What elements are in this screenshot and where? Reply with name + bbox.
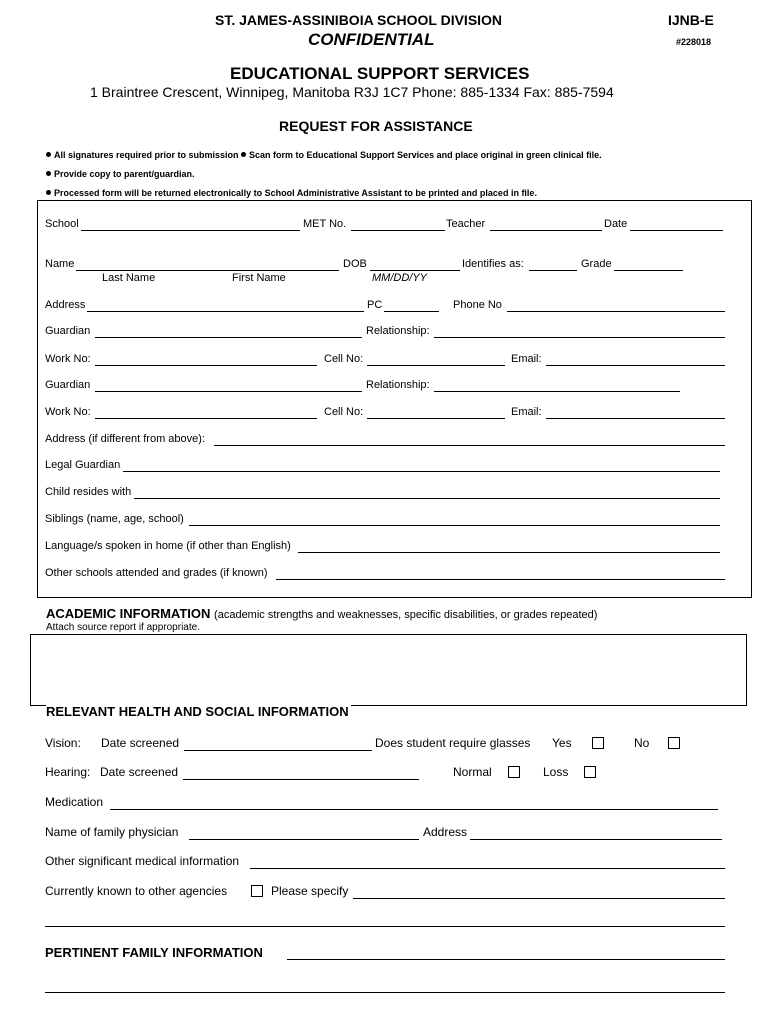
instruction-return: Processed form will be returned electronically to School Administrative Assistant to be printed and placed in file.: [54, 188, 537, 198]
health-heading: RELEVANT HEALTH AND SOCIAL INFORMATION: [46, 704, 349, 719]
dob-field[interactable]: [370, 270, 460, 271]
grade-field[interactable]: [614, 270, 683, 271]
physician-address-field[interactable]: [470, 839, 722, 840]
other-medical-label: Other significant medical information: [45, 854, 240, 868]
instruction-scan: Scan form to Educational Support Services and place original in green clinical file.: [249, 150, 602, 160]
first-name-hint: First Name: [232, 272, 286, 284]
email-2-label: Email:: [511, 406, 542, 418]
agencies-label: Currently known to other agencies: [45, 884, 228, 898]
email-2-field[interactable]: [546, 418, 725, 419]
languages-label: Language/s spoken in home (if other than English): [45, 540, 291, 552]
met-no-label: MET No.: [303, 218, 347, 230]
grade-label: Grade: [581, 258, 612, 270]
please-specify-field[interactable]: [353, 898, 725, 899]
medication-label: Medication: [45, 795, 104, 809]
academic-note: (academic strengths and weaknesses, specific disabilities, or grades repeated): [214, 609, 598, 621]
student-info-box: [37, 200, 752, 598]
cell-no-1-label: Cell No:: [324, 353, 364, 365]
vision-date-label: Date screened: [101, 736, 180, 750]
identifies-as-field[interactable]: [529, 270, 577, 271]
cell-no-2-field[interactable]: [367, 418, 505, 419]
relationship-1-field[interactable]: [434, 337, 725, 338]
bullet-icon: [46, 152, 51, 157]
glasses-question: Does student require glasses: [375, 736, 531, 750]
family-heading: PERTINENT FAMILY INFORMATION: [45, 945, 263, 960]
guardian-2-field[interactable]: [95, 391, 362, 392]
phone-no-field[interactable]: [507, 311, 725, 312]
work-no-2-label: Work No:: [45, 406, 91, 418]
physician-label: Name of family physician: [45, 825, 179, 839]
form-title: REQUEST FOR ASSISTANCE: [279, 118, 473, 134]
email-1-field[interactable]: [546, 365, 725, 366]
hearing-date-field[interactable]: [183, 779, 419, 780]
department-title: EDUCATIONAL SUPPORT SERVICES: [230, 64, 530, 83]
hearing-loss-label: Loss: [543, 765, 569, 779]
instruction-line-3: [46, 188, 537, 198]
family-info-extra-line[interactable]: [45, 992, 725, 993]
name-label: Name: [45, 258, 75, 270]
hearing-normal-checkbox[interactable]: [508, 766, 520, 778]
name-field[interactable]: [76, 270, 339, 271]
other-schools-label: Other schools attended and grades (if known): [45, 567, 268, 579]
child-resides-label: Child resides with: [45, 486, 132, 498]
instruction-line-2: [46, 169, 195, 179]
vision-date-field[interactable]: [184, 750, 372, 751]
division-name: ST. JAMES-ASSINIBOIA SCHOOL DIVISION: [215, 12, 503, 28]
guardian-1-field[interactable]: [95, 337, 362, 338]
teacher-label: Teacher: [446, 218, 486, 230]
work-no-1-label: Work No:: [45, 353, 91, 365]
relationship-1-label: Relationship:: [366, 325, 430, 337]
physician-field[interactable]: [189, 839, 419, 840]
hearing-label: Hearing:: [45, 765, 91, 779]
form-number: #228018: [676, 37, 712, 47]
work-no-1-field[interactable]: [95, 365, 317, 366]
address-field[interactable]: [87, 311, 364, 312]
medication-field[interactable]: [110, 809, 718, 810]
vision-label: Vision:: [45, 736, 81, 750]
hearing-loss-checkbox[interactable]: [584, 766, 596, 778]
confidential-label: CONFIDENTIAL: [308, 30, 435, 49]
date-field[interactable]: [630, 230, 723, 231]
agencies-extra-line[interactable]: [45, 926, 725, 927]
dob-label: DOB: [343, 258, 367, 270]
instruction-line-1: [46, 150, 602, 160]
siblings-field[interactable]: [189, 525, 720, 526]
email-1-label: Email:: [511, 353, 542, 365]
school-label: School: [45, 218, 79, 230]
last-name-hint: Last Name: [102, 272, 156, 284]
pc-field[interactable]: [384, 311, 439, 312]
glasses-yes-checkbox[interactable]: [592, 737, 604, 749]
agencies-checkbox[interactable]: [251, 885, 263, 897]
address-different-label: Address (if different from above):: [45, 433, 205, 445]
pc-label: PC: [367, 299, 383, 311]
glasses-no-checkbox[interactable]: [668, 737, 680, 749]
relationship-2-label: Relationship:: [366, 379, 430, 391]
siblings-label: Siblings (name, age, school): [45, 513, 184, 525]
academic-attach-note: Attach source report if appropriate.: [46, 622, 200, 633]
academic-info-textbox[interactable]: [30, 634, 747, 706]
legal-guardian-label: Legal Guardian: [45, 459, 121, 471]
child-resides-field[interactable]: [134, 498, 720, 499]
address-label: Address: [45, 299, 86, 311]
date-label: Date: [604, 218, 628, 230]
dob-format-hint: MM/DD/YY: [372, 272, 427, 284]
bullet-icon: [46, 171, 51, 176]
family-info-field[interactable]: [287, 959, 725, 960]
hearing-date-label: Date screened: [100, 765, 179, 779]
address-different-field[interactable]: [214, 445, 725, 446]
instruction-copy: Provide copy to parent/guardian.: [54, 169, 195, 179]
form-code: IJNB-E: [668, 12, 714, 28]
identifies-as-label: Identifies as:: [462, 258, 524, 270]
other-medical-field[interactable]: [250, 868, 725, 869]
academic-heading-row: [46, 606, 597, 621]
teacher-field[interactable]: [490, 230, 602, 231]
work-no-2-field[interactable]: [95, 418, 317, 419]
bullet-icon: [46, 190, 51, 195]
guardian-1-label: Guardian: [45, 325, 91, 337]
bullet-icon: [241, 152, 246, 157]
school-field[interactable]: [81, 230, 300, 231]
met-no-field[interactable]: [351, 230, 445, 231]
other-schools-field[interactable]: [276, 579, 725, 580]
hearing-normal-label: Normal: [453, 765, 492, 779]
guardian-2-label: Guardian: [45, 379, 91, 391]
languages-field[interactable]: [298, 552, 720, 553]
department-address: 1 Braintree Crescent, Winnipeg, Manitoba R3J 1C7 Phone: 885-1334 Fax: 885-7594: [90, 84, 614, 100]
physician-address-label: Address: [423, 825, 468, 839]
phone-no-label: Phone No: [453, 299, 502, 311]
cell-no-2-label: Cell No:: [324, 406, 364, 418]
relationship-2-field[interactable]: [434, 391, 680, 392]
instruction-signatures: All signatures required prior to submission: [54, 150, 239, 160]
glasses-no-label: No: [634, 736, 650, 750]
academic-heading: ACADEMIC INFORMATION: [46, 606, 211, 621]
cell-no-1-field[interactable]: [367, 365, 505, 366]
glasses-yes-label: Yes: [552, 736, 572, 750]
please-specify-label: Please specify: [271, 884, 349, 898]
legal-guardian-field[interactable]: [123, 471, 720, 472]
